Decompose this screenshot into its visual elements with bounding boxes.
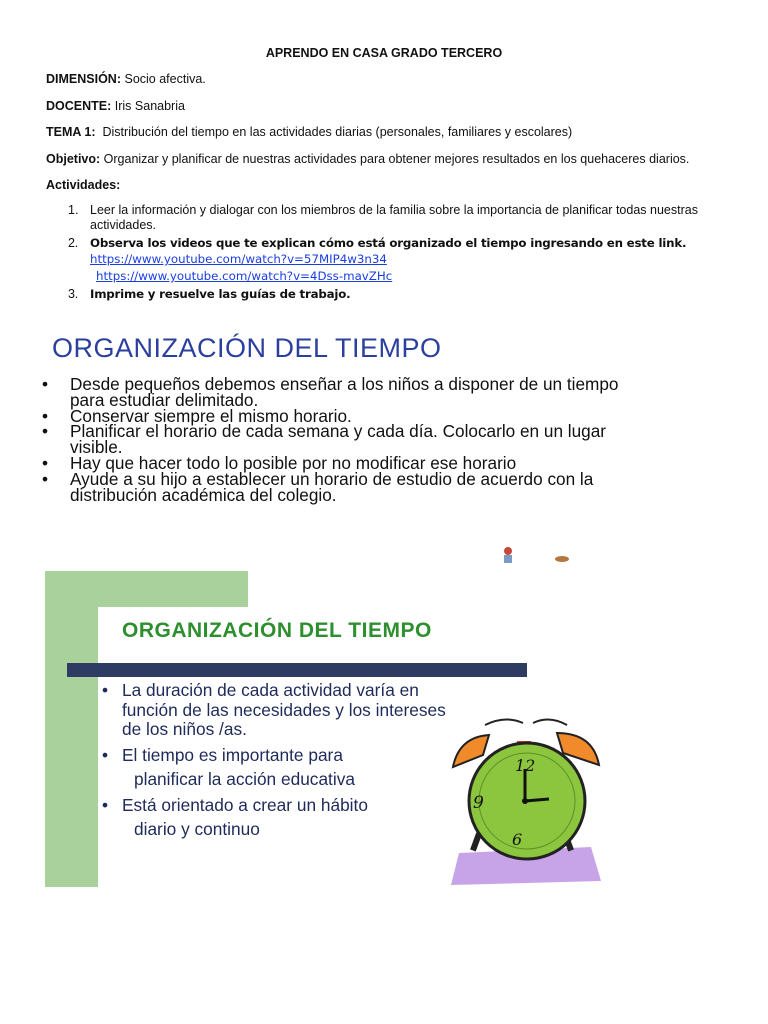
slide1-list: [40, 374, 620, 505]
list-item: • Planificar el horario de cada semana y cada día. Colocarlo en un lugar visible.: [42, 421, 606, 458]
list-item: 1. Leer la información y dialogar con los miembros de la familia sobre la importancia de planificar todas nuestras actividades.: [68, 203, 698, 232]
tema-label: TEMA 1:: [46, 125, 96, 139]
clock-9-label: 9: [473, 793, 484, 813]
list-item: • Hay que hacer todo lo posible por no modificar ese horario: [42, 452, 517, 473]
slide2-panel: [45, 571, 602, 887]
youtube-link-2[interactable]: https://www.youtube.com/watch?v=4Dss-mavZHc: [96, 269, 393, 283]
list-item: • El tiempo es importante para planificar la acción educativa: [102, 744, 355, 789]
tema-value: Distribución del tiempo en las actividades diarias (personales, familiares y escolares): [102, 125, 573, 139]
objetivo-value: Organizar y planificar de nuestras actividades para obtener mejores resultados en los quehaceres diarios.: [103, 152, 690, 166]
clock-6-label: 6: [512, 830, 523, 849]
decorative-figures-icon: [496, 545, 576, 563]
actividades-heading: Actividades:: [46, 178, 121, 192]
dimension-value: Socio afectiva.: [124, 72, 206, 86]
activity-text: Imprime y resuelve las guías de trabajo.: [90, 287, 351, 301]
slide1-title: ORGANIZACIÓN DEL TIEMPO: [52, 333, 442, 363]
objetivo-line: [46, 152, 689, 166]
list-item: • Está orientado a crear un hábito diario y continuo: [102, 794, 368, 839]
dimension-line: [46, 72, 206, 86]
youtube-link-1[interactable]: https://www.youtube.com/watch?v=57MIP4w3n34: [90, 252, 387, 266]
list-item: • Desde pequeños debemos enseñar a los niños a disponer de un tiempo para estudiar delimitado.: [42, 374, 619, 410]
activity-text: Observa los videos que te explican cómo está organizado el tiempo ingresando en este link.: [90, 236, 687, 250]
list-item: • Ayude a su hijo a establecer un horario de estudio de acuerdo con la distribución académica del colegio.: [42, 468, 594, 505]
activities-list: [46, 203, 726, 302]
list-item: 2. Observa los videos que te explican cómo está organizado el tiempo ingresando en este link.: [68, 236, 687, 250]
docente-value: Iris Sanabria: [114, 99, 185, 113]
slide2-green-border: [45, 571, 98, 887]
objetivo-label: Objetivo:: [46, 152, 101, 166]
activity-text: Leer la información y dialogar con los miembros de la familia sobre la importancia de planificar todas nuestras actividades.: [90, 203, 698, 232]
dimension-label: DIMENSIÓN:: [46, 72, 121, 86]
slide2-title: ORGANIZACIÓN DEL TIEMPO: [122, 619, 432, 642]
tema-line: [46, 125, 572, 139]
document-title: APRENDO EN CASA GRADO TERCERO: [265, 46, 503, 60]
slide2-divider: [67, 663, 527, 677]
list-item: 3. Imprime y resuelve las guías de trabajo.: [68, 287, 351, 301]
alarm-clock-icon: [445, 715, 602, 887]
clock-12-label: 12: [515, 756, 536, 775]
list-item: • Conservar siempre el mismo horario.: [42, 405, 352, 426]
links-block: [46, 251, 726, 285]
list-item: • La duración de cada actividad varía en función de las necesidades y los intereses de los niños /as.: [102, 680, 446, 739]
docente-label: DOCENTE:: [46, 99, 112, 113]
docente-line: [46, 99, 185, 113]
